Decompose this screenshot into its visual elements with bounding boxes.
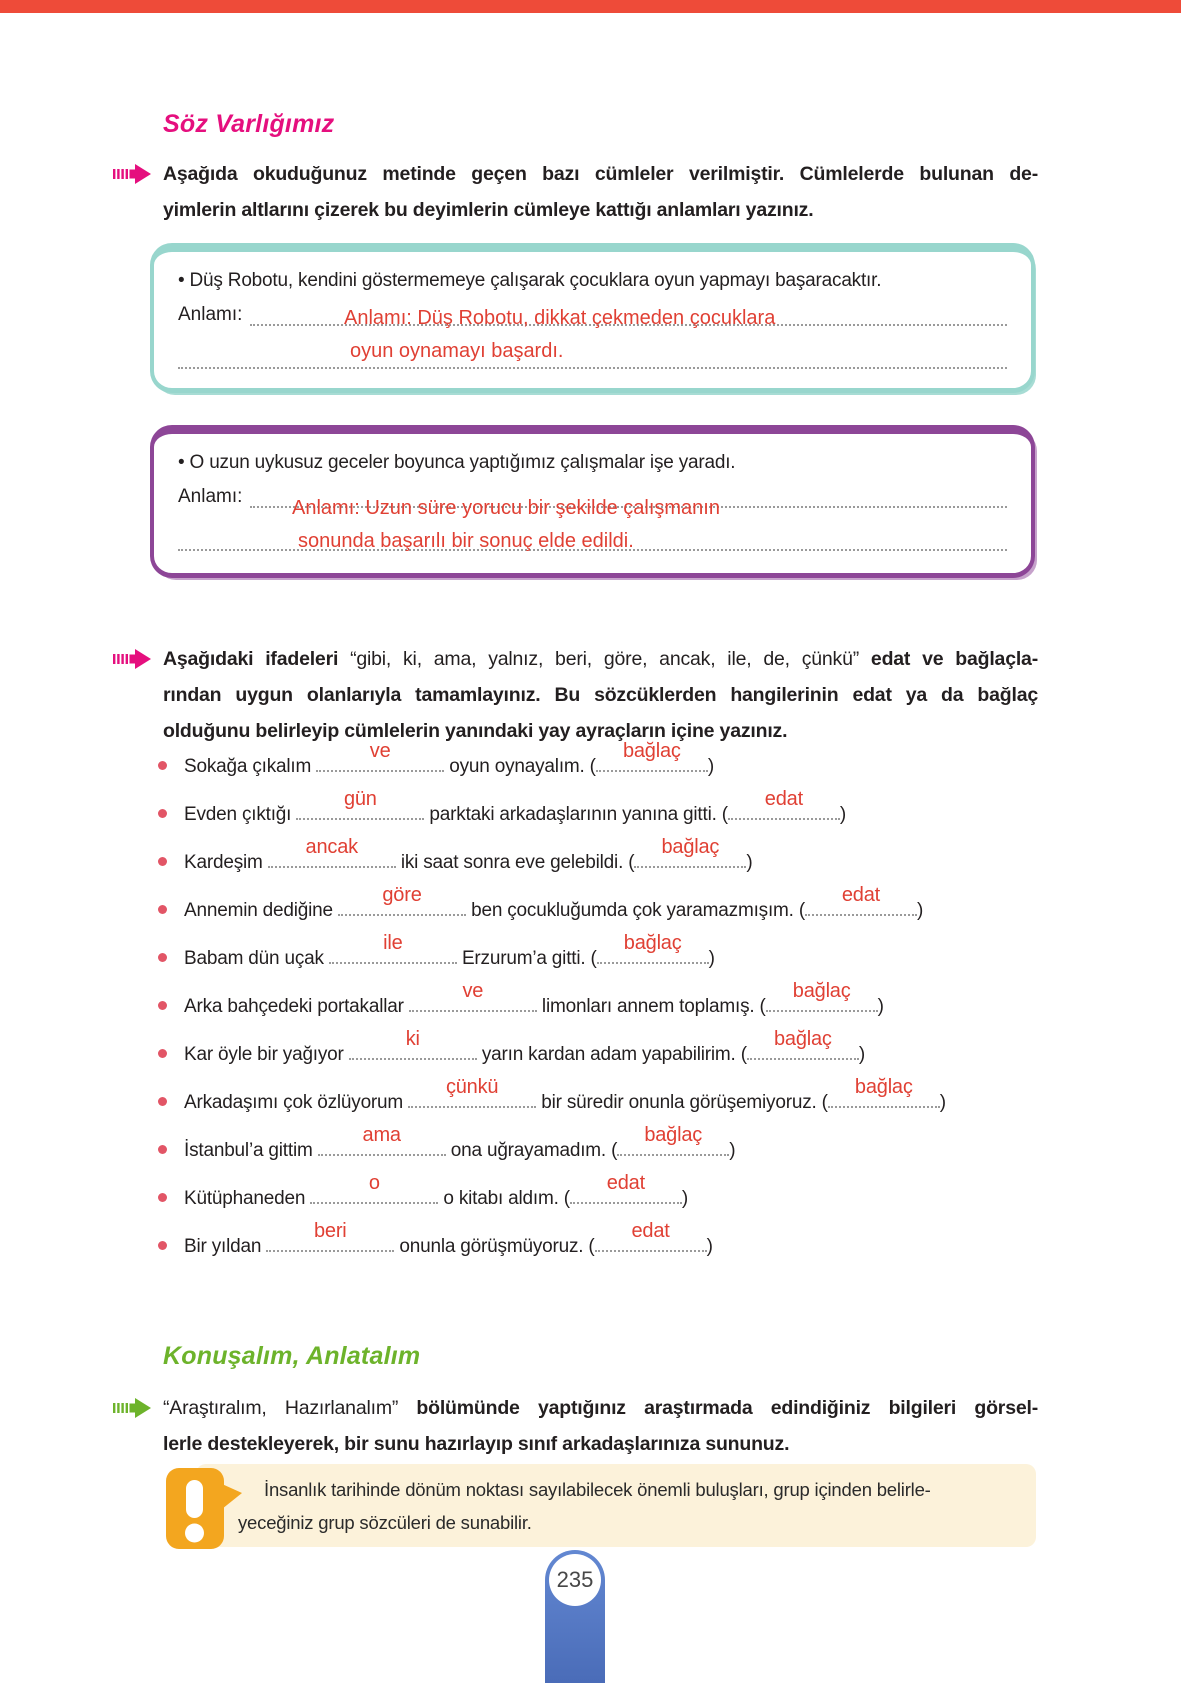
instruction-line [163, 1426, 1038, 1462]
answer-blank[interactable] [316, 740, 444, 772]
paren-blank[interactable] [828, 1076, 940, 1108]
instruction-3-text [163, 1390, 1038, 1462]
word-type-answer: edat [606, 1172, 645, 1194]
fill-in-answer: beri [314, 1220, 347, 1242]
answer-blank[interactable] [310, 1172, 438, 1204]
bullet-dot-icon [158, 1241, 167, 1250]
fill-in-answer: ama [362, 1124, 401, 1146]
answer-blank[interactable] [338, 884, 466, 916]
list-item: Kardeşim ancak iki saat sonra eve gelebildi. ( bağlaç ) [158, 848, 1053, 875]
instruction-segment: Aşağıda okuduğunuz metinde geçen bazı cümleler verilmiştir. Cümlelerde bulunan de- [163, 163, 1038, 185]
text-line: Anlamı: Uzun süre yorucu bir şekilde çalışmanın [292, 497, 720, 519]
fill-in-answer: ile [383, 932, 403, 954]
note-box [196, 1464, 1036, 1547]
handwritten-answer-1 [344, 302, 775, 368]
instruction-1 [113, 156, 1038, 228]
instruction-line [163, 156, 1038, 192]
fill-in-answer: o [368, 1172, 380, 1194]
instruction-segment: lerle destekleyerek, bir sunu hazırlayıp sınıf arkadaşlarınıza sununuz. [163, 1433, 790, 1455]
list-item: Kütüphaneden o o kitabı aldım. ( edat ) [158, 1184, 1053, 1211]
instruction-2-text [163, 641, 1038, 749]
word-type-answer: bağlaç [622, 740, 681, 762]
exclamation-icon [166, 1465, 242, 1551]
instruction-line [163, 641, 1038, 677]
instruction-segment: “Araştıralım, Hazırlanalım” [163, 1397, 417, 1419]
instruction-segment: yimlerin altlarını çizerek bu deyimlerin cümleye kattığı anlamları yazınız. [163, 199, 814, 221]
note-text [196, 1464, 1036, 1539]
meaning-label: Anlamı: [178, 486, 243, 507]
instruction-segment: bölümünde yaptığınız araştırmada edindiğiniz bilgileri görsel- [416, 1397, 1038, 1419]
paren-blank[interactable] [728, 788, 840, 820]
arrow-bullet-icon [113, 1398, 151, 1418]
instruction-segment: edat ve bağlaçla- [870, 648, 1038, 670]
word-type-answer: bağlaç [854, 1076, 913, 1098]
bullet-dot-icon [158, 809, 167, 818]
handwritten-answer-2 [292, 492, 720, 558]
instruction-segment: Aşağıdaki ifadeleri [163, 648, 351, 670]
word-type-answer: edat [631, 1220, 670, 1242]
answer-blank[interactable] [329, 932, 457, 964]
answer-blank[interactable] [409, 980, 537, 1012]
word-type-answer: bağlaç [773, 1028, 832, 1050]
instruction-line [163, 1390, 1038, 1426]
answer-blank[interactable] [266, 1220, 394, 1252]
bullet-dot-icon [158, 1001, 167, 1010]
list-item: Arkadaşımı çok özlüyorum çünkü bir süredir onunla görüşemiyoruz. ( bağlaç ) [158, 1088, 1053, 1115]
list-item: İstanbul’a gittim ama ona uğrayamadım. ( bağlaç ) [158, 1136, 1053, 1163]
bullet-dot-icon [158, 761, 167, 770]
fill-in-answer: göre [382, 884, 422, 906]
text-line: yeceğiniz grup sözcüleri de sunabilir. [238, 1512, 532, 1533]
list-item: Sokağa çıkalım ve oyun oynayalım. ( bağlaç ) [158, 752, 1053, 779]
list-item: Annemin dediğine göre ben çocukluğumda çok yaramazmışım. ( edat ) [158, 896, 1053, 923]
instruction-segment: rından uygun olanlarıyla tamamlayınız. Bu sözcüklerden hangilerinin edat ya da bağlaç [163, 684, 1038, 706]
fill-in-answer: gün [343, 788, 377, 810]
fill-in-answer: ve [462, 980, 484, 1002]
box-1-sentence: • Düş Robotu, kendini göstermemeye çalışarak çocuklara oyun yapmayı başaracaktır. [178, 270, 1007, 292]
instruction-segment: “gibi, ki, ama, yalnız, beri, göre, ancak, ile, de, çünkü” [350, 648, 871, 670]
answer-blank[interactable] [408, 1076, 536, 1108]
word-type-answer: bağlaç [661, 836, 720, 858]
fill-in-list [158, 740, 1053, 1280]
paren-blank[interactable] [595, 1220, 707, 1252]
fill-in-answer: ve [369, 740, 391, 762]
paren-blank[interactable] [570, 1172, 682, 1204]
bullet-dot-icon [158, 1097, 167, 1106]
instruction-segment: olduğunu belirleyip cümlelerin yanındaki yay ayraçların içine yazınız. [163, 720, 788, 742]
list-item: Arka bahçedeki portakallar ve limonları annem toplamış. ( bağlaç ) [158, 992, 1053, 1019]
list-item: Babam dün uçak ile Erzurum’a gitti. ( bağlaç ) [158, 944, 1053, 971]
word-type-answer: bağlaç [623, 932, 682, 954]
bullet-dot-icon [158, 1049, 167, 1058]
paren-blank[interactable] [597, 932, 709, 964]
paren-blank[interactable] [634, 836, 746, 868]
answer-blank[interactable] [268, 836, 396, 868]
list-item: Evden çıktığı gün parktaki arkadaşlarının yanına gitti. ( edat ) [158, 800, 1053, 827]
page-number: 235 [556, 1567, 594, 1592]
word-type-answer: bağlaç [792, 980, 851, 1002]
paren-blank[interactable] [766, 980, 878, 1012]
instruction-line [163, 192, 1038, 228]
instruction-2 [113, 641, 1038, 749]
text-line: sonunda başarılı bir sonuç elde edildi. [298, 530, 634, 552]
fill-in-answer: çünkü [445, 1076, 499, 1098]
answer-box-1 [150, 243, 1035, 393]
word-type-answer: bağlaç [644, 1124, 703, 1146]
text-line: oyun oynamayı başardı. [350, 340, 564, 362]
fill-in-answer: ancak [305, 836, 358, 858]
instruction-3 [113, 1390, 1038, 1462]
word-type-answer: edat [841, 884, 881, 906]
text-line: Anlamı: Düş Robotu, dikkat çekmeden çocuklara [344, 307, 776, 329]
bullet-dot-icon [158, 953, 167, 962]
arrow-bullet-icon [113, 164, 151, 184]
bullet-dot-icon [158, 1145, 167, 1154]
instruction-1-text [163, 156, 1038, 228]
page-number-pill [545, 1550, 605, 1683]
paren-blank[interactable] [747, 1028, 859, 1060]
list-item: Bir yıldan beri onunla görüşmüyoruz. ( edat ) [158, 1232, 1053, 1259]
paren-blank[interactable] [617, 1124, 729, 1156]
answer-blank[interactable] [318, 1124, 446, 1156]
answer-blank[interactable] [296, 788, 424, 820]
box-2-sentence: • O uzun uykusuz geceler boyunca yaptığımız çalışmalar işe yaradı. [178, 452, 1007, 474]
meaning-label: Anlamı: [178, 304, 243, 325]
bullet-dot-icon [158, 1193, 167, 1202]
instruction-line [163, 677, 1038, 713]
text-line: İnsanlık tarihinde dönüm noktası sayılabilecek önemli buluşları, grup içinden belirle- [264, 1479, 931, 1500]
instruction-line [163, 713, 1038, 749]
fill-in-answer: ki [405, 1028, 420, 1050]
bullet-dot-icon [158, 857, 167, 866]
word-type-answer: edat [764, 788, 803, 810]
answer-blank[interactable] [349, 1028, 477, 1060]
answer-box-2 [150, 425, 1035, 578]
paren-blank[interactable] [805, 884, 917, 916]
section-heading-speaking: Konuşalım, Anlatalım [163, 1342, 421, 1370]
bullet-dot-icon [158, 905, 167, 914]
page-number-badge [549, 1554, 601, 1606]
arrow-bullet-icon [113, 649, 151, 669]
list-item: Kar öyle bir yağıyor ki yarın kardan adam yapabilirim. ( bağlaç ) [158, 1040, 1053, 1067]
paren-blank[interactable] [596, 740, 708, 772]
section-heading-vocabulary: Söz Varlığımız [163, 110, 335, 138]
top-color-bar [0, 0, 1181, 13]
